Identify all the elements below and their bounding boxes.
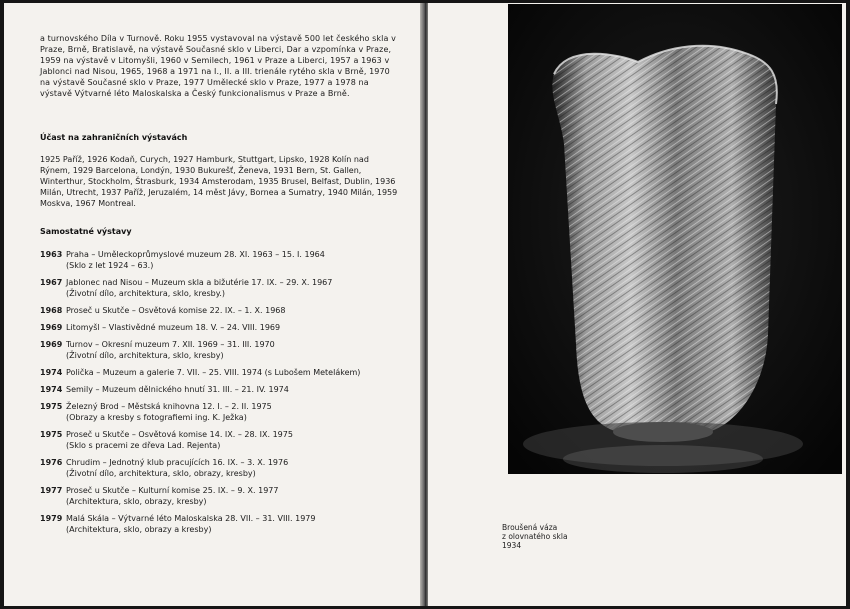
exhibition-entry [40,249,410,271]
exhibition-venue: Polička – Muzeum a galerie 7. VII. – 25. VIII. 1974 (s Lubošem Metelákem) [66,368,361,377]
exhibition-venue: Proseč u Skutče – Kulturní komise 25. IX. – 9. X. 1977 [66,486,279,495]
exhibition-note: (Architektura, sklo, obrazy a kresby) [66,525,212,534]
solo-exhibitions-heading: Samostatné výstavy [40,227,132,236]
exhibition-venue: Železný Brod – Městská knihovna 12. I. – 2. II. 1975 [66,402,272,411]
exhibition-year: 1969 [40,323,63,332]
exhibition-note: (Životní dílo, architektura, sklo, kresby.) [66,289,225,298]
exhibition-entry [40,384,410,395]
exhibition-year: 1967 [40,278,63,287]
left-page [4,3,422,606]
exhibition-entry [40,367,410,378]
exhibition-details [66,249,410,271]
exhibition-details [66,305,410,316]
exhibition-year: 1979 [40,514,63,523]
exhibition-year: 1974 [40,368,63,377]
vase-image [508,4,842,474]
caption-title: Broušená váza [502,523,558,532]
exhibition-year: 1963 [40,250,63,259]
bio-text: a turnovského Díla v Turnově. Roku 1955 vystavoval na výstavě 500 let českého skla v Praze, Brně, Bratislavě, na výstavě Současné sklo v Liberci, Dar a vzpomínka v Praze, 1959 na výstavě v Litomyšli, 1960 v Semilech, 1961 v Praze a Liberci, 1957 a 1963 v Jablonci nad Nisou, 1965, 1968 a 1971 na I., II. a III. trienále rytého skla v Brně, 1970 na výstavě Současné sklo v Praze, 1977 Umělecké sklo v Praze, 1977 a 1978 na výstavě Výtvarné léto Maloskalska a Český funkcionalismus v Praze a Brně. [40,34,396,98]
exhibition-entry [40,457,410,479]
exhibition-details [66,367,410,378]
exhibition-details [66,401,410,423]
exhibition-note: (Životní dílo, architektura, sklo, kresby) [66,351,224,360]
exhibition-year: 1976 [40,458,63,467]
caption-year: 1934 [502,541,522,550]
foreign-exhibitions-heading: Účast na zahraničních výstavách [40,133,188,142]
exhibition-note: (Sklo z let 1924 – 63.) [66,261,154,270]
exhibition-year: 1975 [40,402,63,411]
exhibition-venue: Praha – Uměleckoprůmyslové muzeum 28. XI. 1963 – 15. I. 1964 [66,250,325,259]
exhibition-entry [40,339,410,361]
exhibition-entry [40,513,410,535]
exhibition-details [66,457,410,479]
exhibition-details [66,322,410,333]
exhibition-entry [40,401,410,423]
exhibition-year: 1974 [40,385,63,394]
caption-material: z olovnatého skla [502,532,568,541]
exhibition-details [66,513,410,535]
exhibition-details [66,277,410,299]
exhibition-details [66,429,410,451]
exhibition-venue: Proseč u Skutče – Osvětová komise 22. IX. – 1. X. 1968 [66,306,286,315]
exhibition-year: 1969 [40,340,63,349]
exhibition-venue: Jablonec nad Nisou – Muzeum skla a bižutérie 17. IX. – 29. X. 1967 [66,278,333,287]
exhibition-details [66,339,410,361]
exhibition-note: (Architektura, sklo, obrazy, kresby) [66,497,207,506]
exhibition-entry [40,305,410,316]
exhibition-entry [40,322,410,333]
exhibition-details [66,485,410,507]
exhibition-venue: Chrudim – Jednotný klub pracujících 16. IX. – 3. X. 1976 [66,458,289,467]
exhibition-note: (Obrazy a kresby s fotografiemi ing. K. Ježka) [66,413,247,422]
photo-caption [502,523,568,550]
exhibition-venue: Malá Skála – Výtvarné léto Maloskalska 28. VII. – 31. VIII. 1979 [66,514,316,523]
exhibition-venue: Proseč u Skutče – Osvětová komise 14. IX. – 28. IX. 1975 [66,430,293,439]
exhibition-entry [40,429,410,451]
exhibition-year: 1975 [40,430,63,439]
exhibition-year: 1977 [40,486,63,495]
exhibition-entry [40,485,410,507]
exhibition-note: (Životní dílo, architektura, sklo, obrazy, kresby) [66,469,256,478]
exhibition-venue: Semily – Muzeum dělnického hnutí 31. III. – 21. IV. 1974 [66,385,289,394]
exhibition-year: 1968 [40,306,63,315]
vase-photograph [508,4,842,474]
exhibition-list [40,249,410,541]
bio-paragraph [40,33,400,99]
exhibition-venue: Litomyšl – Vlastivědné muzeum 18. V. – 24. VIII. 1969 [66,323,281,332]
foreign-exhibitions-text: 1925 Paříž, 1926 Kodaň, Curych, 1927 Hamburk, Stuttgart, Lipsko, 1928 Kolín nad Rýnem, 1929 Barcelona, Londýn, 1930 Bukurešť, Ženeva, 1931 Bern, St. Gallen, Winterthur, Stockholm, Štrasburk, 1934 Amsterodam, 1935 Brusel, Belfast, Dublin, 1936 Milán, Utrecht, 1937 Paříž, Jeruzalém, 14 měst Jávy, Bornea a Sumatry, 1940 Milán, 1959 Moskva, 1967 Montreal. [40,155,398,208]
exhibition-entry [40,277,410,299]
exhibition-details [66,384,410,395]
exhibition-venue: Turnov – Okresní muzeum 7. XII. 1969 – 31. III. 1970 [66,340,275,349]
exhibition-note: (Sklo s pracemi ze dřeva Lad. Rejenta) [66,441,221,450]
